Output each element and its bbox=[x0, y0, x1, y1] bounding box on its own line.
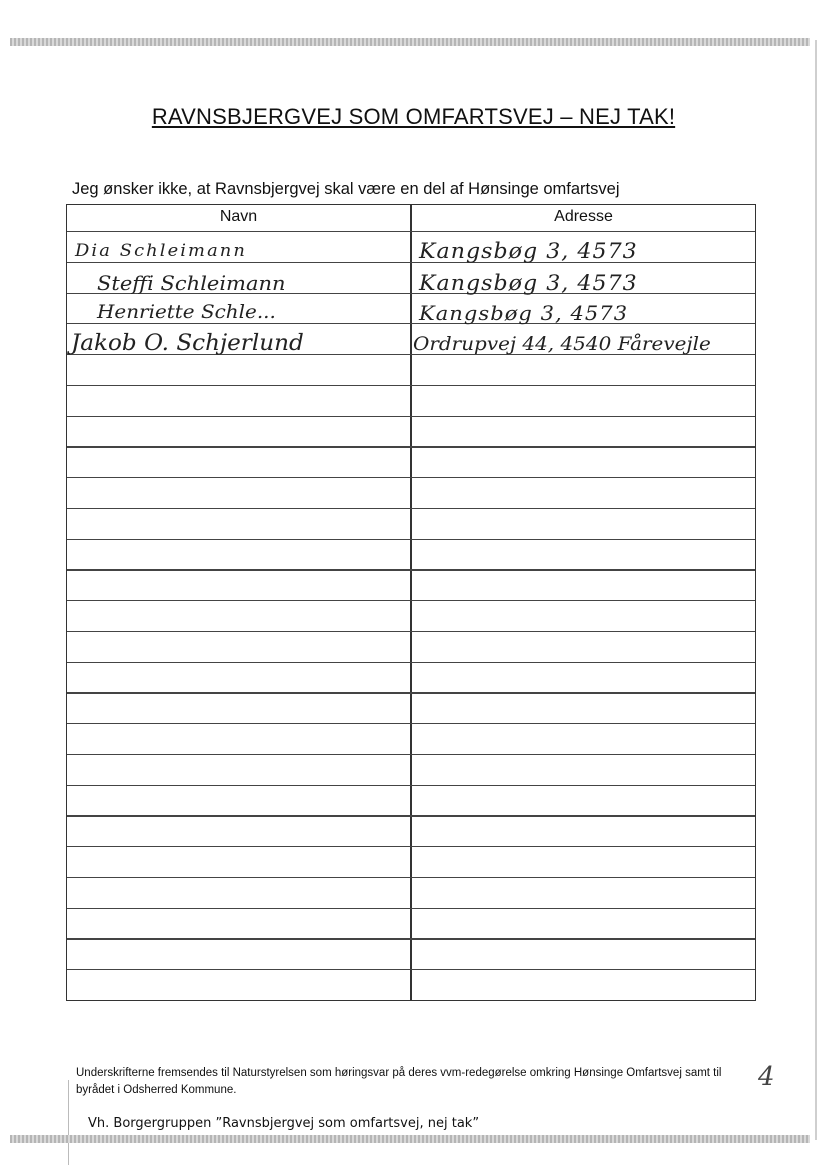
table-row-line bbox=[67, 416, 755, 417]
page-title: RAVNSBJERGVEJ SOM OMFARTSVEJ – NEJ TAK! bbox=[151, 104, 676, 129]
table-row-line bbox=[67, 908, 755, 909]
table-row-line bbox=[67, 600, 755, 601]
table-row-line bbox=[67, 631, 755, 632]
signature-name-2: Steffi Schleimann bbox=[97, 271, 286, 295]
table-row-line bbox=[67, 539, 755, 540]
table-row-line bbox=[67, 692, 755, 693]
table-row-line bbox=[67, 477, 755, 478]
page-number: 4 bbox=[758, 1062, 775, 1092]
table-row-line bbox=[67, 969, 755, 970]
signature-address-3: Kangsbøg 3, 4573 bbox=[419, 301, 629, 325]
intro-statement: Jeg ønsker ikke, at Ravnsbjergvej skal være en del af Hønsinge omfartsvej bbox=[72, 180, 620, 198]
table-row-line bbox=[67, 508, 755, 509]
signature-address-1: Kangsbøg 3, 4573 bbox=[419, 239, 638, 263]
table-row-line bbox=[67, 385, 755, 386]
table-row-line bbox=[67, 815, 755, 816]
table-row-line bbox=[67, 662, 755, 663]
signature-name-1: Dia Schleimann bbox=[75, 241, 248, 261]
header-navn: Navn bbox=[219, 208, 258, 225]
scan-artifact-bottom bbox=[10, 1135, 810, 1143]
table-row-line bbox=[67, 938, 755, 939]
table-row-line bbox=[67, 846, 755, 847]
table-row-line bbox=[67, 569, 755, 570]
signature-name-3: Henriette Schle... bbox=[97, 301, 276, 323]
scan-artifact-top bbox=[10, 38, 810, 46]
table-row-line bbox=[67, 262, 755, 263]
table-row-line bbox=[67, 754, 755, 755]
table-row-line bbox=[67, 723, 755, 724]
header-adresse: Adresse bbox=[554, 208, 613, 225]
scan-edge bbox=[815, 40, 817, 1140]
footer-note: Underskrifterne fremsendes til Naturstyrelsen som høringsvar på deres vvm-redegørelse omkring Hønsinge Omfartsvej samt til byrådet i Odsherred Kommune. bbox=[76, 1067, 722, 1096]
signature-table bbox=[66, 204, 756, 1001]
signature-name-4: Jakob O. Schjerlund bbox=[71, 331, 304, 356]
table-row-line bbox=[67, 785, 755, 786]
signature-address-2: Kangsbøg 3, 4573 bbox=[419, 271, 638, 295]
table-row-line bbox=[67, 877, 755, 878]
margin-mark bbox=[68, 1080, 69, 1165]
signature-address-4: Ordrupvej 44, 4540 Fårevejle bbox=[413, 333, 711, 355]
table-row-line bbox=[67, 446, 755, 447]
table-row-line bbox=[67, 323, 755, 324]
footer-signoff: Vh. Borgergruppen ”Ravnsbjergvej som omfartsvej, nej tak” bbox=[88, 1116, 480, 1131]
table-row-line bbox=[67, 231, 755, 232]
